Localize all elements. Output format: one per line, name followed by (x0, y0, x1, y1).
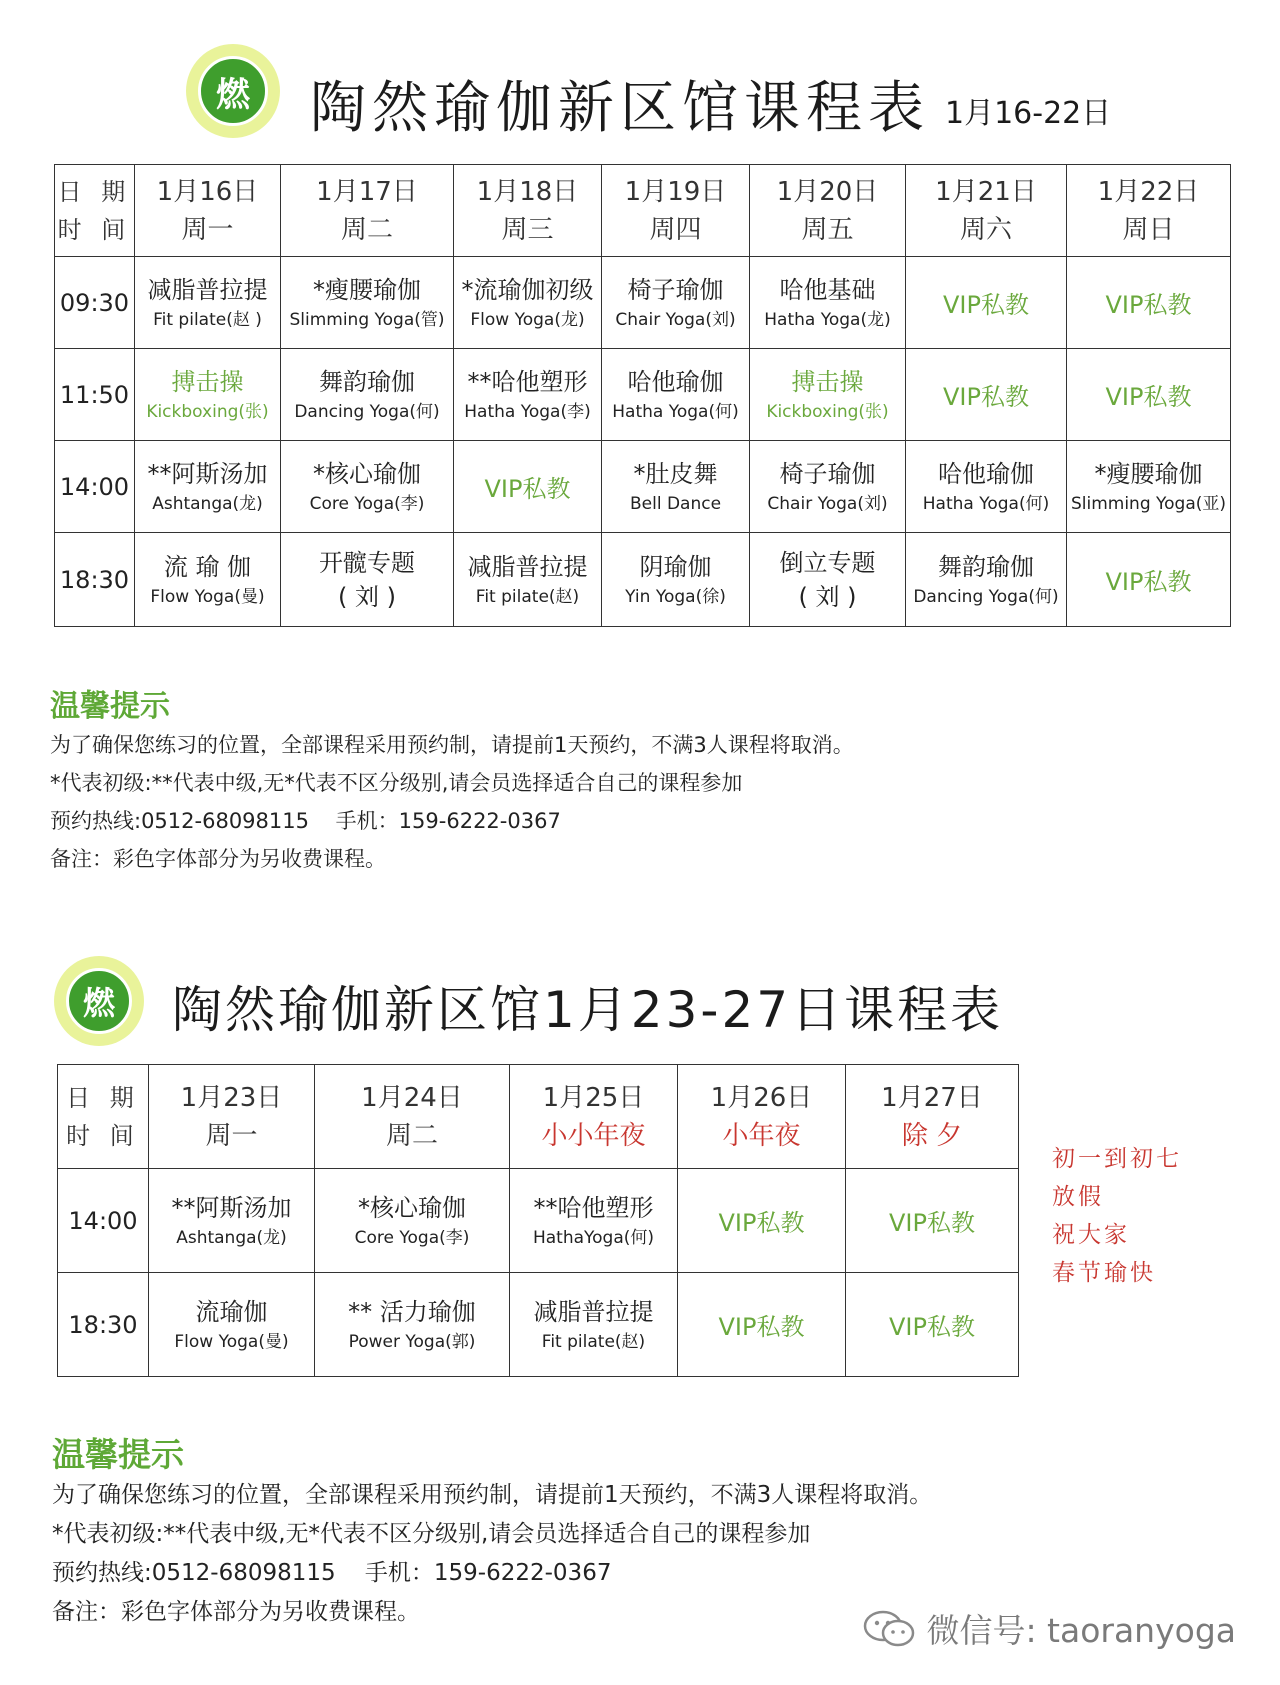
class-name-cn: 阴瑜伽 (639, 552, 712, 581)
class-name-cn: **哈他塑形 (467, 367, 588, 396)
vip-cell (1067, 533, 1231, 627)
day-header (135, 165, 281, 257)
day-header (510, 1065, 678, 1169)
class-cell (281, 257, 454, 349)
class-cell (454, 533, 602, 627)
day-date: 1月25日 (542, 1082, 645, 1113)
day-weekday: 周二 (385, 1120, 438, 1151)
class-name-cn: **阿斯汤加 (171, 1193, 292, 1222)
day-date: 1月23日 (180, 1082, 283, 1113)
class-cell (750, 441, 906, 533)
time-slot: 14:00 (58, 1169, 149, 1273)
day-weekday: 小小年夜 (541, 1120, 646, 1151)
day-weekday: 除 夕 (901, 1120, 963, 1151)
time-slot: 09:30 (55, 257, 135, 349)
day-header (281, 165, 454, 257)
class-cell (281, 533, 454, 627)
class-name-en: Dancing Yoga(何) (294, 401, 440, 422)
class-cell (149, 1169, 315, 1273)
class-name-cn: 倒立专题 (779, 548, 876, 577)
day-weekday: 周一 (181, 214, 234, 245)
tips-heading: 温馨提示 (50, 689, 170, 724)
vip-cell (678, 1169, 846, 1273)
class-cell (135, 441, 281, 533)
vip-label: VIP私教 (1105, 568, 1192, 596)
class-cell (750, 533, 906, 627)
schedule-table-1 (54, 164, 1231, 627)
class-name-en: Slimming Yoga(管) (289, 309, 445, 330)
class-name-cn: 减脂普拉提 (533, 1297, 654, 1326)
vip-cell (678, 1273, 846, 1377)
class-cell (510, 1273, 678, 1377)
holiday-note-line: 放假 (1052, 1184, 1104, 1210)
day-weekday: 周三 (501, 214, 554, 245)
class-cell (281, 349, 454, 441)
tips-block-1 (50, 688, 854, 878)
tips-line: 预约热线:0512-68098115 手机：159-6222-0367 (50, 809, 561, 833)
time-slot: 14:00 (55, 441, 135, 533)
class-name-en: Chair Yoga(刘) (615, 309, 736, 330)
class-cell (281, 441, 454, 533)
table-row (55, 257, 1231, 349)
class-name-en: Dancing Yoga(何) (913, 586, 1059, 607)
holiday-note-line: 初一到初七 (1052, 1146, 1182, 1172)
day-date: 1月24日 (361, 1082, 463, 1113)
class-name-en: Hatha Yoga(何) (612, 401, 739, 422)
table-row (58, 1169, 1019, 1273)
class-name-cn: *肚皮舞 (633, 459, 718, 488)
day-header (678, 1065, 846, 1169)
class-name-cn: *流瑜伽初级 (461, 275, 594, 304)
day-header (846, 1065, 1019, 1169)
brand-logo (186, 44, 280, 138)
class-cell (906, 441, 1067, 533)
class-name-cn: *核心瑜伽 (358, 1193, 466, 1222)
class-name-cn: ** 活力瑜伽 (348, 1297, 476, 1326)
vip-label: VIP私教 (889, 1209, 975, 1237)
tips-line: 备注：彩色字体部分为另收费课程。 (52, 1599, 420, 1625)
day-date: 1月18日 (476, 176, 579, 207)
tips-line: 为了确保您练习的位置，全部课程采用预约制，请提前1天预约，不满3人课程将取消。 (52, 1482, 933, 1508)
class-name-cn: 搏击操 (171, 367, 244, 396)
class-name-cn: 减脂普拉提 (467, 552, 588, 581)
class-name-en: Kickboxing(张) (146, 401, 269, 422)
corner-cell (58, 1065, 149, 1169)
class-instructor: ( 刘 ) (798, 582, 857, 611)
table-row (58, 1273, 1019, 1377)
day-header (149, 1065, 315, 1169)
class-name-en: Flow Yoga(龙) (470, 309, 585, 330)
vip-label: VIP私教 (943, 291, 1029, 319)
class-cell (602, 533, 750, 627)
class-name-en: Fit pilate(赵) (475, 586, 580, 607)
day-weekday: 周二 (340, 214, 393, 245)
tips-line: *代表初级:**代表中级,无*代表不区分级别,请会员选择适合自己的课程参加 (52, 1521, 811, 1547)
class-cell (135, 533, 281, 627)
vip-label: VIP私教 (484, 475, 571, 503)
class-name-cn: **阿斯汤加 (147, 459, 268, 488)
day-weekday: 周日 (1122, 214, 1175, 245)
class-name-en: Ashtanga(龙) (176, 1227, 287, 1248)
class-name-cn: 哈他基础 (779, 275, 876, 304)
vip-label: VIP私教 (1105, 383, 1192, 411)
class-name-en: Yin Yoga(徐) (625, 586, 726, 607)
day-weekday: 周六 (959, 214, 1012, 245)
class-name-cn: 流瑜伽 (195, 1297, 268, 1326)
class-name-en: Flow Yoga(曼) (150, 586, 265, 607)
class-name-cn: 椅子瑜伽 (627, 275, 724, 304)
vip-cell (906, 257, 1067, 349)
class-name-cn: 哈他瑜伽 (627, 367, 724, 396)
corner-date-label: 日 期 (57, 177, 132, 206)
class-cell (750, 257, 906, 349)
class-instructor: ( 刘 ) (338, 582, 396, 611)
class-name-en: Kickboxing(张) (766, 401, 889, 422)
day-date: 1月20日 (776, 176, 879, 207)
watermark-text: 微信号: taoranyoga (926, 1611, 1236, 1650)
day-header (454, 165, 602, 257)
vip-cell (846, 1273, 1019, 1377)
class-cell (315, 1169, 510, 1273)
day-header (750, 165, 906, 257)
class-name-cn: **哈他塑形 (533, 1193, 654, 1222)
brand-logo-glyph: 燃 (66, 968, 132, 1034)
time-slot: 11:50 (55, 349, 135, 441)
day-weekday: 周四 (649, 214, 702, 245)
class-cell (906, 533, 1067, 627)
corner-cell (55, 165, 135, 257)
day-date: 1月21日 (935, 176, 1037, 207)
header-row (55, 165, 1231, 257)
class-cell (602, 441, 750, 533)
tips-line: 为了确保您练习的位置，全部课程采用预约制，请提前1天预约，不满3人课程将取消。 (50, 733, 854, 757)
time-slot: 18:30 (58, 1273, 149, 1377)
class-name-cn: *瘦腰瑜伽 (313, 275, 421, 304)
class-name-cn: 椅子瑜伽 (779, 459, 876, 488)
time-slot: 18:30 (55, 533, 135, 627)
brand-logo-glyph: 燃 (198, 56, 268, 126)
table-row (55, 441, 1231, 533)
vip-cell (906, 349, 1067, 441)
class-name-en: Ashtanga(龙) (152, 493, 263, 514)
class-name-en: Core Yoga(李) (309, 493, 425, 514)
class-name-cn: 舞韵瑜伽 (319, 367, 415, 396)
class-name-cn: 开髋专题 (319, 548, 415, 577)
vip-cell (454, 441, 602, 533)
class-cell (135, 257, 281, 349)
class-name-cn: 搏击操 (791, 367, 864, 396)
class-name-en: Core Yoga(李) (354, 1227, 470, 1248)
wechat-icon (862, 1609, 918, 1649)
schedule-table-2 (57, 1064, 1019, 1377)
table-row (55, 533, 1231, 627)
watermark (862, 1605, 1236, 1652)
tips-block-2 (52, 1434, 932, 1632)
vip-label: VIP私教 (889, 1313, 975, 1341)
day-header (1067, 165, 1231, 257)
vip-label: VIP私教 (943, 383, 1029, 411)
day-date: 1月17日 (316, 176, 418, 207)
day-header (315, 1065, 510, 1169)
class-name-en: Bell Dance (629, 493, 722, 514)
holiday-note (1052, 1140, 1182, 1292)
class-name-en: Hatha Yoga(何) (922, 493, 1050, 514)
class-cell (315, 1273, 510, 1377)
day-date: 1月27日 (881, 1082, 983, 1113)
tips-line: *代表初级:**代表中级,无*代表不区分级别,请会员选择适合自己的课程参加 (50, 771, 743, 795)
tips-line: 预约热线:0512-68098115 手机：159-6222-0367 (52, 1560, 612, 1586)
class-cell (454, 349, 602, 441)
class-name-cn: *瘦腰瑜伽 (1094, 459, 1203, 488)
day-date: 1月22日 (1097, 176, 1200, 207)
vip-label: VIP私教 (718, 1209, 805, 1237)
vip-cell (846, 1169, 1019, 1273)
class-cell (135, 349, 281, 441)
class-name-cn: 减脂普拉提 (147, 275, 268, 304)
vip-label: VIP私教 (1105, 291, 1192, 319)
schedule-title-2: 陶然瑜伽新区馆1月23-27日课程表 (172, 981, 1004, 1039)
class-name-en: HathaYoga(何) (532, 1227, 655, 1248)
class-name-en: Power Yoga(郭) (348, 1331, 476, 1352)
corner-date-label: 日 期 (66, 1083, 140, 1112)
day-weekday: 周一 (205, 1120, 258, 1151)
class-cell (454, 257, 602, 349)
class-cell (750, 349, 906, 441)
day-header (602, 165, 750, 257)
class-cell (149, 1273, 315, 1377)
schedule-title-1: 陶然瑜伽新区馆课程表 (310, 76, 930, 141)
holiday-note-line: 祝大家 (1052, 1222, 1130, 1248)
class-cell (1067, 441, 1231, 533)
class-cell (510, 1169, 678, 1273)
tips-heading: 温馨提示 (52, 1435, 184, 1474)
vip-cell (1067, 349, 1231, 441)
class-name-en: Hatha Yoga(龙) (764, 309, 891, 330)
corner-time-label: 时 间 (66, 1121, 140, 1150)
class-name-cn: *核心瑜伽 (313, 459, 421, 488)
day-weekday: 小年夜 (722, 1120, 801, 1151)
vip-cell (1067, 257, 1231, 349)
class-name-en: Hatha Yoga(李) (464, 401, 591, 422)
day-weekday: 周五 (801, 214, 854, 245)
vip-label: VIP私教 (718, 1313, 805, 1341)
class-cell (602, 257, 750, 349)
day-date: 1月16日 (156, 176, 259, 207)
class-cell (602, 349, 750, 441)
class-name-en: Flow Yoga(曼) (174, 1331, 289, 1352)
class-name-cn: 哈他瑜伽 (938, 459, 1034, 488)
schedule-date-range-1: 1月16-22日 (945, 96, 1112, 131)
table-row (55, 349, 1231, 441)
corner-time-label: 时 间 (57, 215, 132, 244)
day-header (906, 165, 1067, 257)
class-name-en: Fit pilate(赵 ) (153, 309, 262, 330)
day-date: 1月19日 (624, 176, 727, 207)
class-name-en: Chair Yoga(刘) (767, 493, 888, 514)
header-row (58, 1065, 1019, 1169)
brand-logo (54, 956, 144, 1046)
class-name-en: Fit pilate(赵) (541, 1331, 646, 1352)
class-name-en: Slimming Yoga(亚) (1070, 493, 1227, 514)
class-name-cn: 舞韵瑜伽 (938, 552, 1034, 581)
tips-line: 备注：彩色字体部分为另收费课程。 (50, 847, 386, 871)
holiday-note-line: 春节瑜快 (1052, 1260, 1156, 1286)
class-name-cn: 流 瑜 伽 (163, 552, 252, 581)
day-date: 1月26日 (710, 1082, 813, 1113)
